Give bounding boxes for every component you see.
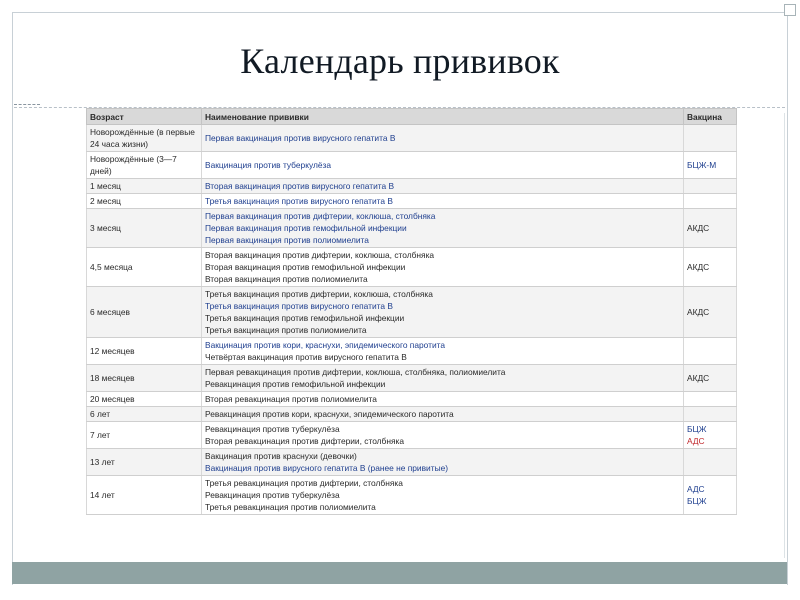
cell-age: 1 месяц xyxy=(87,179,202,194)
cell-vaccination-name xyxy=(202,179,684,194)
cell-age: 14 лет xyxy=(87,476,202,515)
corner-marker xyxy=(784,4,796,16)
vaccination-line: Третья вакцинация против гемофильной инфекции xyxy=(205,313,405,323)
header-age: Возраст xyxy=(87,109,202,125)
cell-vaccine xyxy=(684,338,737,365)
cell-vaccine xyxy=(684,152,737,179)
cell-vaccination-name xyxy=(202,248,684,287)
cell-age: 20 месяцев xyxy=(87,392,202,407)
cell-vaccine xyxy=(684,287,737,338)
table-row xyxy=(87,422,737,449)
cell-vaccine xyxy=(684,248,737,287)
vaccination-line: Третья вакцинация против полиомиелита xyxy=(205,325,367,335)
cell-vaccination-name xyxy=(202,449,684,476)
cell-age: 12 месяцев xyxy=(87,338,202,365)
table-row xyxy=(87,449,737,476)
cell-age: 4,5 месяца xyxy=(87,248,202,287)
vaccination-line: Ревакцинация против туберкулёза xyxy=(205,490,340,500)
vaccination-line: Третья вакцинация против вирусного гепатита В xyxy=(205,301,393,311)
vaccine-name: АДС xyxy=(687,436,705,446)
cell-vaccination-name xyxy=(202,152,684,179)
table-row xyxy=(87,179,737,194)
table-row xyxy=(87,407,737,422)
table-body xyxy=(87,125,737,515)
cell-age: Новорождённые (в первые 24 часа жизни) xyxy=(87,125,202,152)
vaccination-line: Вакцинация против вирусного гепатита В (ранее не привитые) xyxy=(205,463,449,473)
vaccination-line: Вакцинация против кори, краснухи, эпидемического паротита xyxy=(205,340,446,350)
table-row xyxy=(87,152,737,179)
vaccination-line: Третья вакцинация против вирусного гепатита В xyxy=(205,196,393,206)
cell-vaccine xyxy=(684,449,737,476)
header-vaccination-name: Наименование прививки xyxy=(202,109,684,125)
cell-vaccine xyxy=(684,392,737,407)
table-row xyxy=(87,476,737,515)
vaccination-line: Первая ревакцинация против дифтерии, коклюша, столбняка, полиомиелита xyxy=(205,367,506,377)
vaccination-line: Вакцинация против туберкулёза xyxy=(205,160,331,170)
cell-vaccination-name xyxy=(202,407,684,422)
vaccination-line: Вторая вакцинация против вирусного гепатита В xyxy=(205,181,395,191)
cell-vaccination-name xyxy=(202,125,684,152)
cell-vaccine xyxy=(684,125,737,152)
cell-vaccination-name xyxy=(202,209,684,248)
vaccination-line: Первая вакцинация против дифтерии, коклюша, столбняка xyxy=(205,211,436,221)
vaccination-line: Третья вакцинация против дифтерии, коклюша, столбняка xyxy=(205,289,433,299)
cell-vaccination-name xyxy=(202,476,684,515)
table-row xyxy=(87,338,737,365)
cell-vaccine xyxy=(684,476,737,515)
cell-vaccination-name xyxy=(202,365,684,392)
vaccination-line: Вторая вакцинация против полиомиелита xyxy=(205,274,368,284)
vaccination-line: Четвёртая вакцинация против вирусного гепатита В xyxy=(205,352,407,362)
vaccine-name: АКДС xyxy=(687,262,710,272)
cell-age: 2 месяц xyxy=(87,194,202,209)
table-row xyxy=(87,392,737,407)
table-row xyxy=(87,209,737,248)
cell-age: 7 лет xyxy=(87,422,202,449)
cell-age: 6 лет xyxy=(87,407,202,422)
vaccine-name: АДС xyxy=(687,484,705,494)
cell-vaccine xyxy=(684,209,737,248)
cell-vaccination-name xyxy=(202,194,684,209)
cell-vaccine xyxy=(684,365,737,392)
cell-age: Новорождённые (3—7 дней) xyxy=(87,152,202,179)
cell-age: 6 месяцев xyxy=(87,287,202,338)
cell-vaccination-name xyxy=(202,422,684,449)
cell-vaccination-name xyxy=(202,392,684,407)
vaccine-name: БЦЖ-М xyxy=(687,160,717,170)
table-row xyxy=(87,248,737,287)
vaccine-name: БЦЖ xyxy=(687,424,707,434)
vaccination-line: Первая вакцинация против гемофильной инфекции xyxy=(205,223,407,233)
cell-vaccine xyxy=(684,407,737,422)
vaccination-line: Вакцинация против краснухи (девочки) xyxy=(205,451,357,461)
vaccination-line: Вторая ревакцинация против дифтерии, столбняка xyxy=(205,436,405,446)
vaccination-line: Первая вакцинация против вирусного гепатита В xyxy=(205,133,396,143)
vaccine-name: АКДС xyxy=(687,373,710,383)
table-header-row xyxy=(87,109,737,125)
vaccination-line: Вторая вакцинация против дифтерии, коклюша, столбняка xyxy=(205,250,435,260)
header-vaccine: Вакцина xyxy=(684,109,737,125)
vaccine-name: АКДС xyxy=(687,223,710,233)
vaccination-schedule-table xyxy=(86,108,737,515)
cell-vaccine xyxy=(684,422,737,449)
cell-age: 13 лет xyxy=(87,449,202,476)
vaccination-line: Третья ревакцинация против дифтерии, столбняка xyxy=(205,478,403,488)
cell-vaccine xyxy=(684,194,737,209)
table-row xyxy=(87,194,737,209)
vaccination-line: Вторая вакцинация против гемофильной инфекции xyxy=(205,262,406,272)
vaccination-line: Ревакцинация против туберкулёза xyxy=(205,424,340,434)
vaccination-line: Третья ревакцинация против полиомиелита xyxy=(205,502,376,512)
title-divider-accent xyxy=(14,104,40,105)
vaccination-line: Ревакцинация против кори, краснухи, эпидемического паротита xyxy=(205,409,454,419)
page-title: Календарь прививок xyxy=(240,41,560,81)
vaccination-table-container xyxy=(86,108,736,515)
vaccine-name: АКДС xyxy=(687,307,710,317)
slide-edge xyxy=(784,113,785,558)
vaccination-line: Вторая ревакцинация против полиомиелита xyxy=(205,394,377,404)
cell-vaccination-name xyxy=(202,338,684,365)
table-row xyxy=(87,365,737,392)
vaccine-name: БЦЖ xyxy=(687,496,707,506)
table-row xyxy=(87,125,737,152)
vaccination-line: Первая вакцинация против полиомиелита xyxy=(205,235,369,245)
vaccination-line: Ревакцинация против гемофильной инфекции xyxy=(205,379,386,389)
cell-vaccination-name xyxy=(202,287,684,338)
cell-age: 18 месяцев xyxy=(87,365,202,392)
slide-footer-band xyxy=(12,562,787,584)
table-row xyxy=(87,287,737,338)
cell-age: 3 месяц xyxy=(87,209,202,248)
cell-vaccine xyxy=(684,179,737,194)
